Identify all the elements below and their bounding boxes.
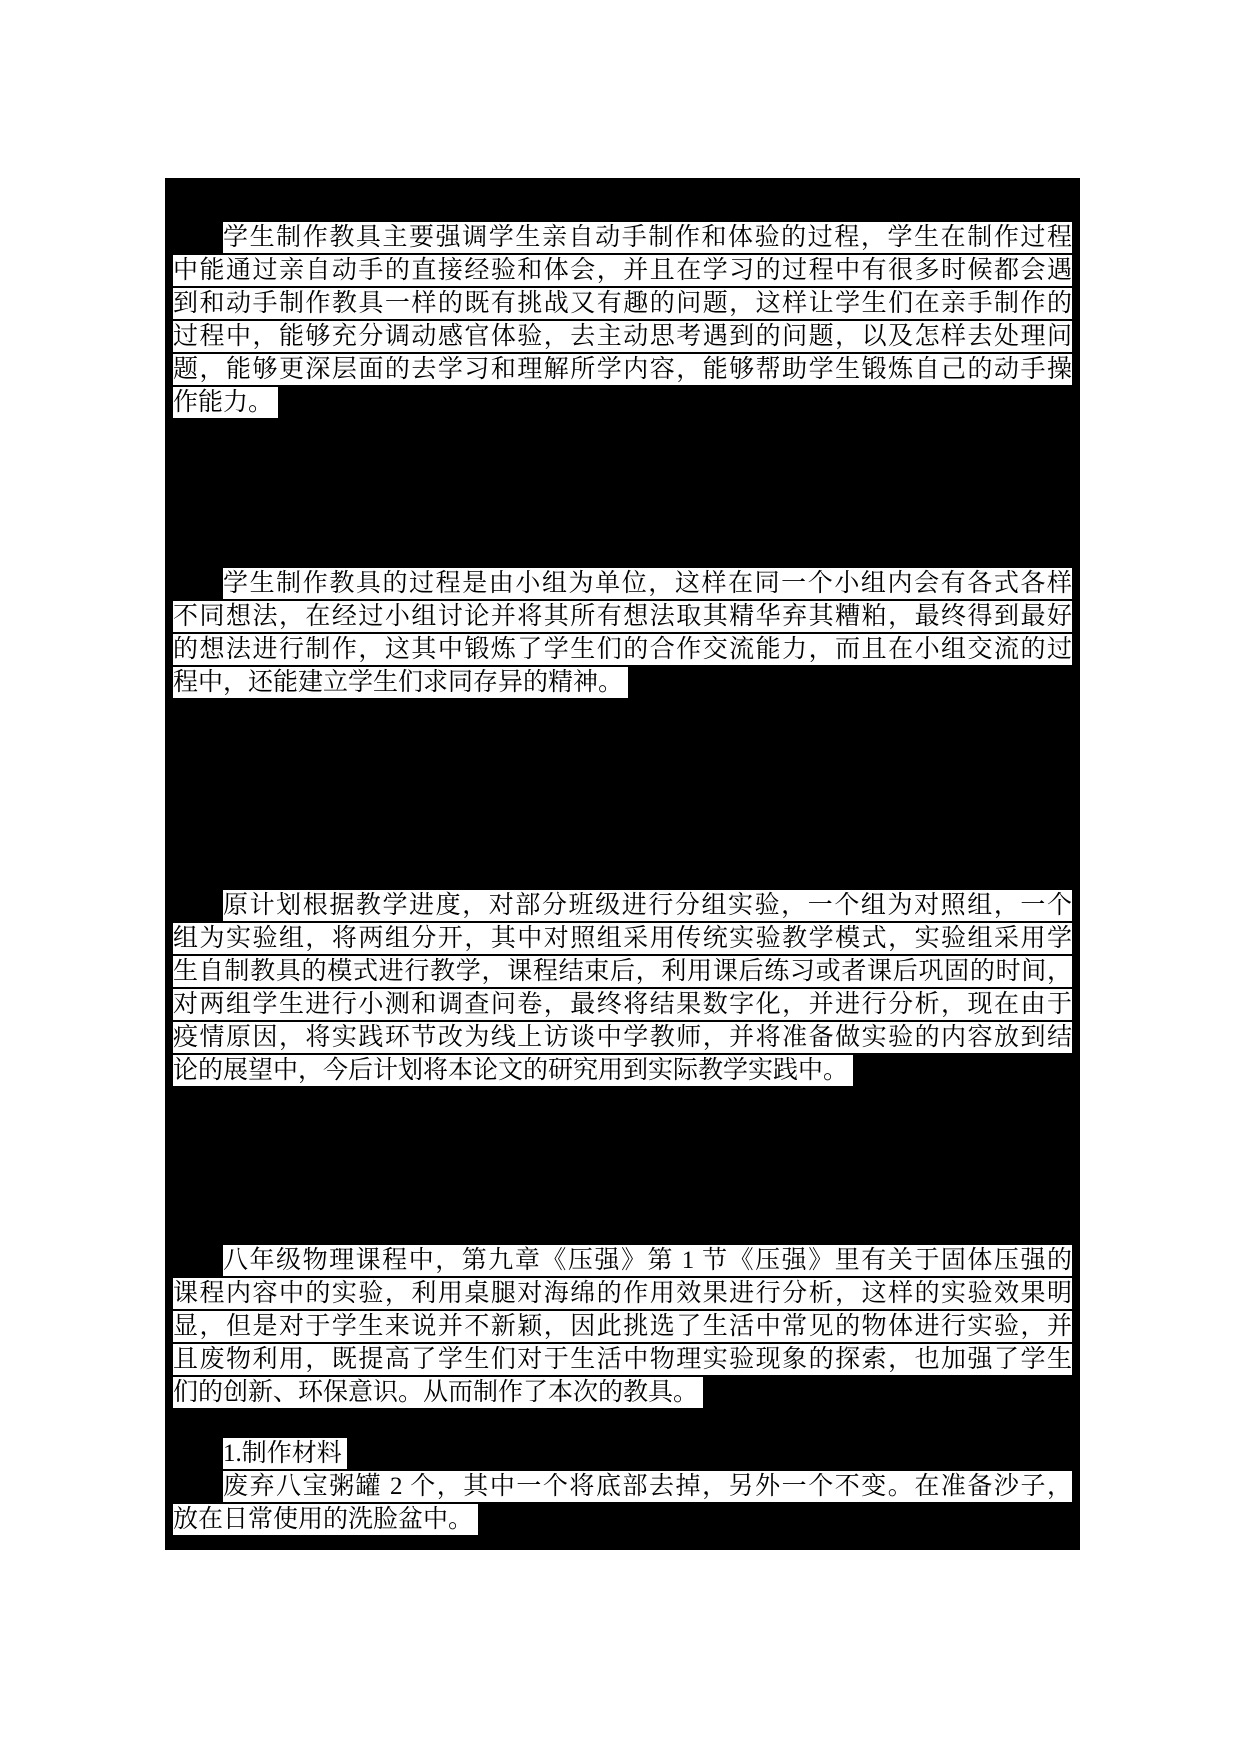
text-line: 八年级物理课程中，第九章《压强》第 1 节《压强》里有关于固体压强的: [223, 1247, 1072, 1274]
section-materials: [173, 1438, 1072, 1537]
text-line: 疫情原因，将实践环节改为线上访谈中学教师，并将准备做实验的内容放到结: [173, 1024, 1072, 1051]
text-line: 程中，还能建立学生们求同存异的精神。: [173, 667, 628, 698]
text-line: 且废物利用，既提高了学生们对于生活中物理实验现象的探索，也加强了学生: [173, 1346, 1072, 1373]
text-line: 放在日常使用的洗脸盆中。: [173, 1504, 478, 1535]
paragraph-group-work: [173, 568, 1072, 700]
text-line: 到和动手制作教具一样的既有挑战又有趣的问题，这样让学生们在亲手制作的: [173, 290, 1072, 317]
text-line: 原计划根据教学进度，对部分班级进行分组实验，一个组为对照组，一个: [223, 892, 1072, 919]
text-line: 组为实验组，将两组分开，其中对照组采用传统实验教学模式，实验组采用学: [173, 925, 1072, 952]
text-line: 不同想法，在经过小组讨论并将其所有想法取其精华弃其糟粕，最终得到最好: [173, 603, 1072, 630]
paragraph-physics-course: [173, 1245, 1072, 1410]
text-line: 学生制作教具主要强调学生亲自动手制作和体验的过程，学生在制作过程: [223, 224, 1072, 251]
text-line: 的想法进行制作，这其中锻炼了学生们的合作交流能力，而且在小组交流的过: [173, 636, 1072, 663]
text-line: 们的创新、环保意识。从而制作了本次的教具。: [173, 1377, 703, 1408]
text-line: 作能力。: [173, 387, 278, 418]
text-line: 过程中，能够充分调动感官体验，去主动思考遇到的问题，以及怎样去处理问: [173, 323, 1072, 350]
text-line: 1.制作材料: [223, 1438, 347, 1469]
text-line: 论的展望中，今后计划将本论文的研究用到实际教学实践中。: [173, 1055, 853, 1086]
text-line: 生自制教具的模式进行教学，课程结束后，利用课后练习或者课后巩固的时间，: [173, 958, 1072, 985]
redacted-region: [165, 178, 1080, 1550]
paragraph-experiment-plan: [173, 890, 1072, 1088]
text-line: 显，但是对于学生来说并不新颖，因此挑选了生活中常见的物体进行实验，并: [173, 1313, 1072, 1340]
paragraph-making-process: [173, 222, 1072, 420]
text-line: 课程内容中的实验，利用桌腿对海绵的作用效果进行分析，这样的实验效果明: [173, 1280, 1072, 1307]
text-line: 题，能够更深层面的去学习和理解所学内容，能够帮助学生锻炼自己的动手操: [173, 356, 1072, 383]
text-line: 废弃八宝粥罐 2 个，其中一个将底部去掉，另外一个不变。在准备沙子，: [223, 1473, 1072, 1500]
text-line: 对两组学生进行小测和调查问卷，最终将结果数字化，并进行分析，现在由于: [173, 991, 1072, 1018]
text-line: 学生制作教具的过程是由小组为单位，这样在同一个小组内会有各式各样: [223, 570, 1072, 597]
text-line: 中能通过亲自动手的直接经验和体会，并且在学习的过程中有很多时候都会遇: [173, 257, 1072, 284]
